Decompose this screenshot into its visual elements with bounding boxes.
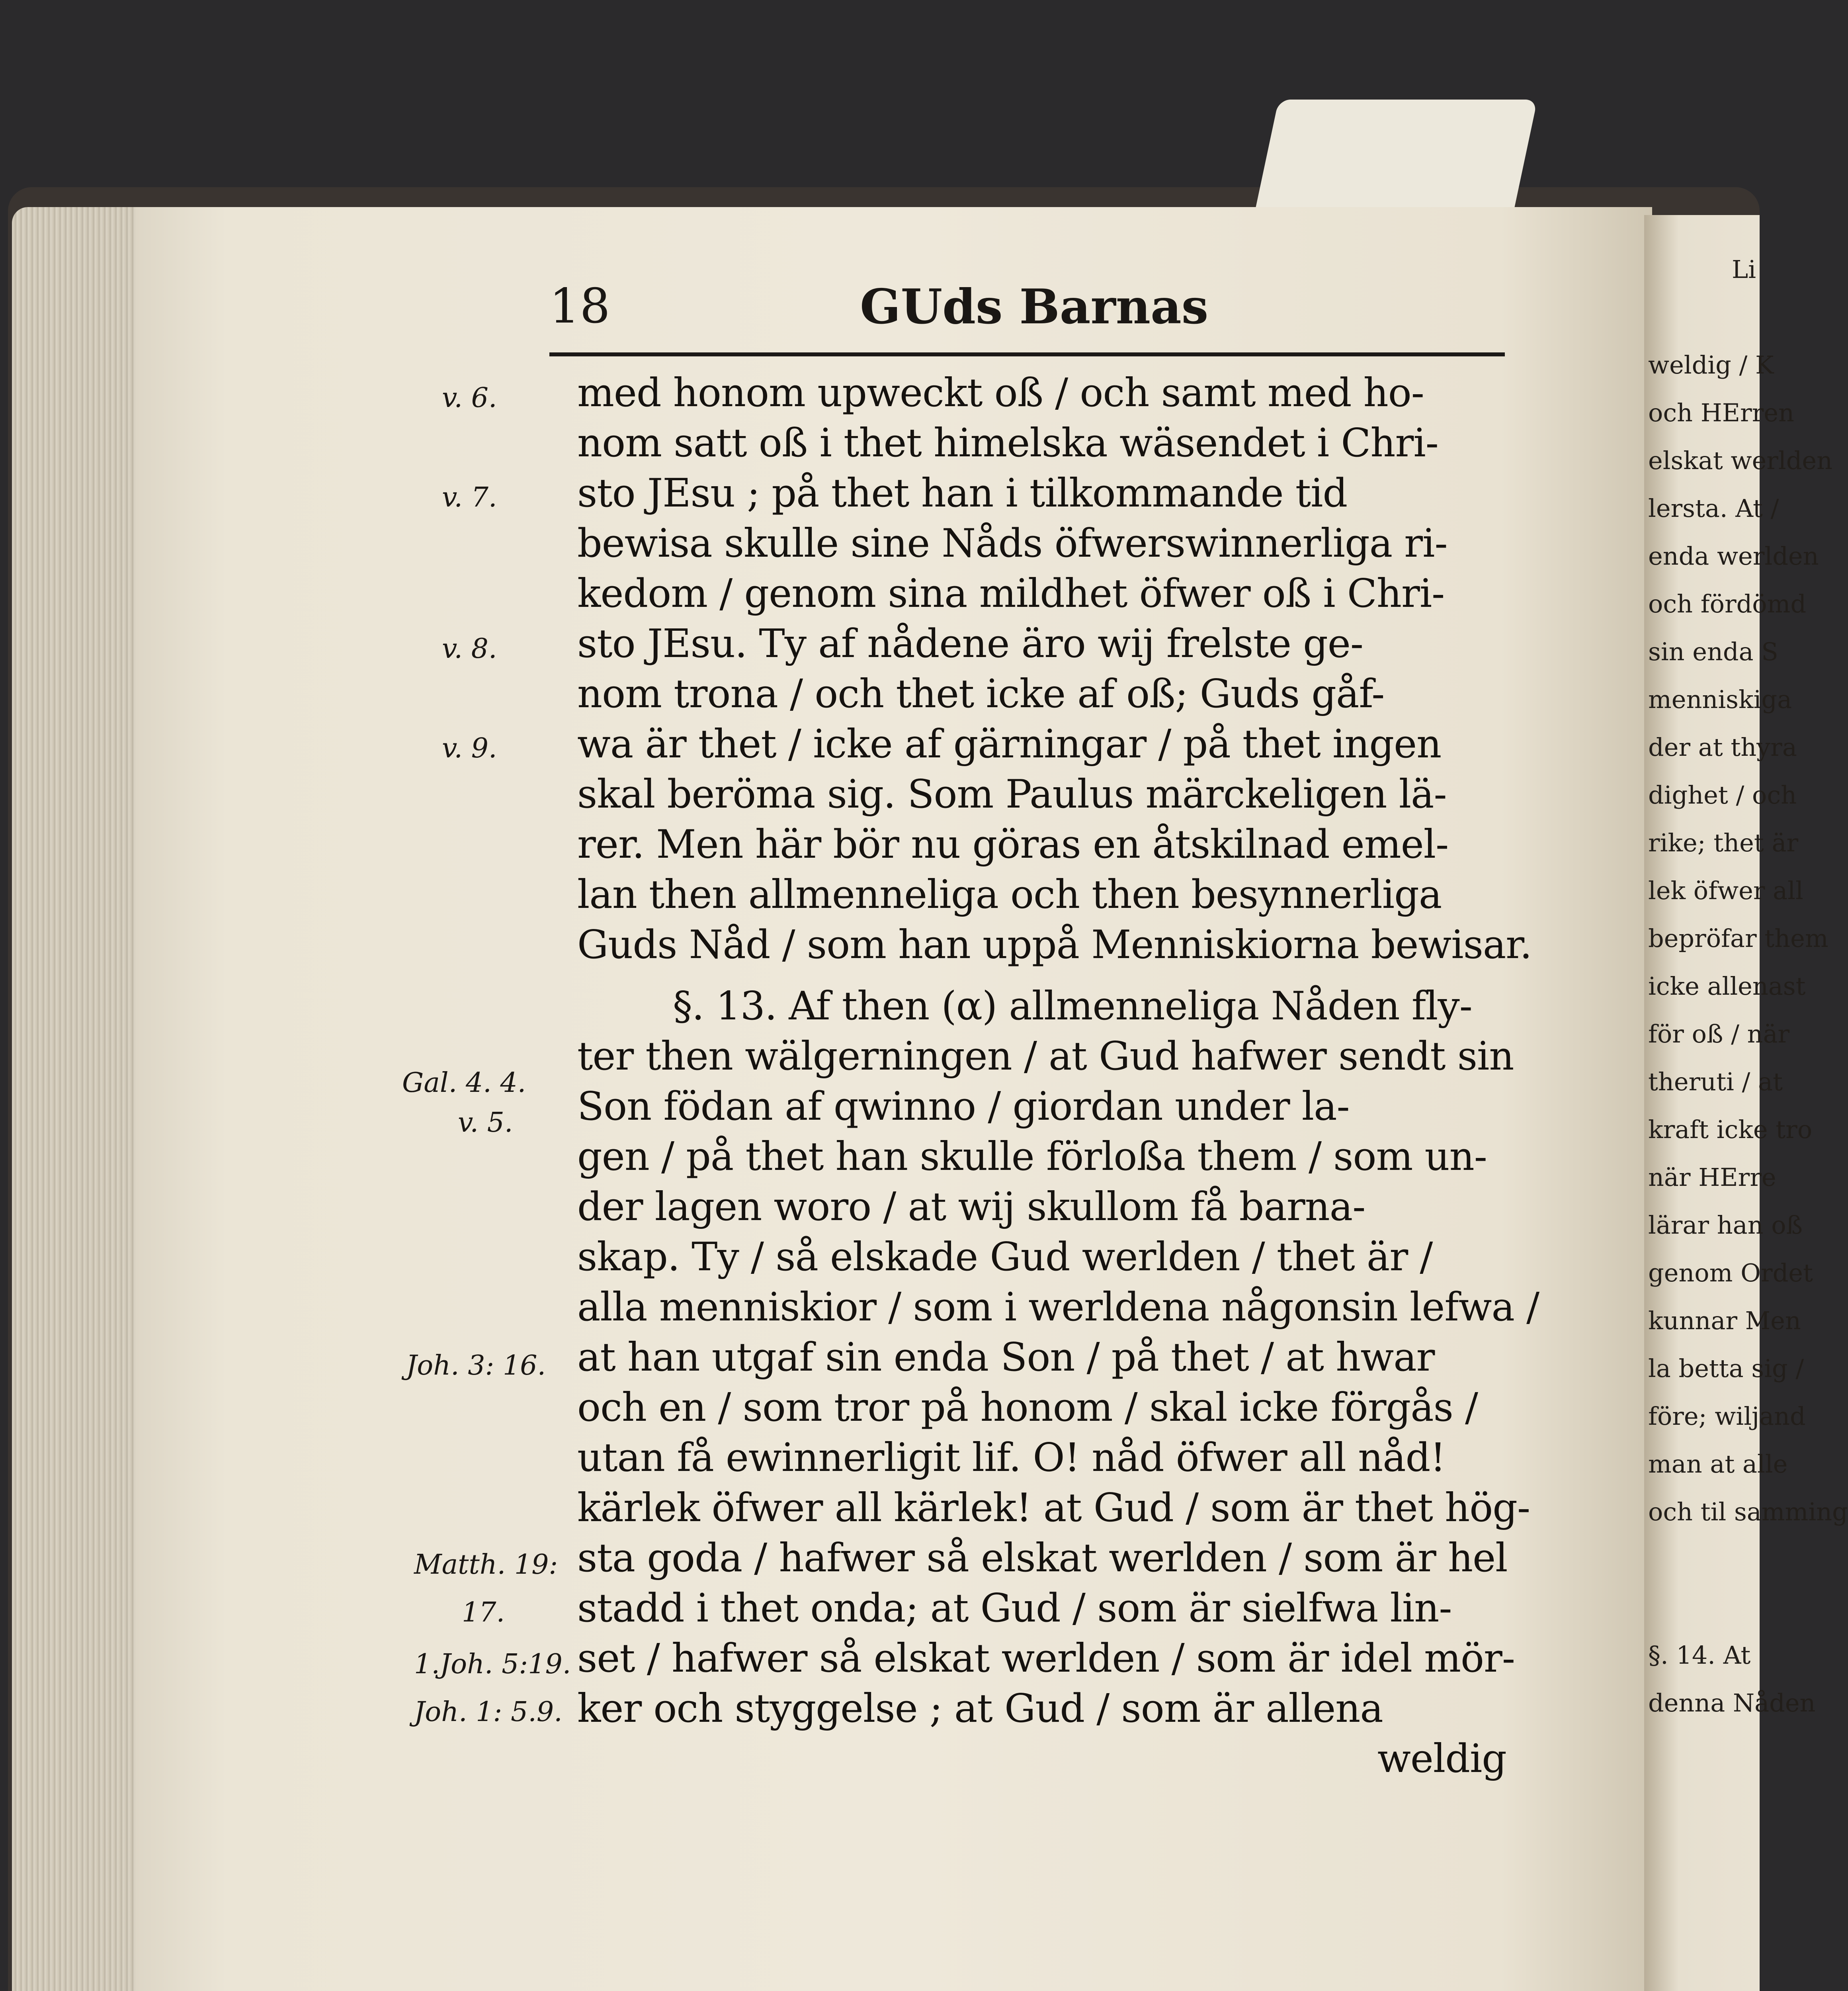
margin-note: v. 9. [442, 733, 497, 764]
text-line: Guds Nåd / som han uppå Menniskiorna bewisar. [577, 922, 1532, 968]
facing-line: la betta sig / [1648, 1354, 1804, 1383]
paragraph-start: §. 13. Af then (α) allmenneliga Nåden fly- [673, 984, 1472, 1029]
text-line: skap. Ty / så elskade Gud werlden / thet är / [577, 1234, 1433, 1280]
catchword: weldig [1377, 1736, 1507, 1782]
facing-page [1644, 215, 1760, 1991]
running-title: GUds Barnas [860, 279, 1209, 335]
text-line: at han utgaf sin enda Son / på thet / at hwar [577, 1335, 1435, 1380]
facing-line: lersta. At / [1648, 494, 1779, 523]
facing-line: före; wiljand [1648, 1402, 1806, 1431]
text-line: sto JEsu. Ty af nådene äro wij frelste ge- [577, 621, 1363, 667]
facing-line: kunnar Men [1648, 1306, 1801, 1335]
facing-line: Li [1732, 255, 1756, 284]
margin-note: 17. [462, 1597, 505, 1628]
facing-line: och fördömd [1648, 589, 1807, 618]
facing-line: rike; thet är [1648, 828, 1799, 857]
facing-line: dighet / och [1648, 780, 1797, 810]
text-line: skal beröma sig. Som Paulus märckeligen lä- [577, 772, 1447, 817]
margin-note: v. 8. [442, 633, 497, 665]
text-line: sto JEsu ; på thet han i tilkommande tid [577, 471, 1348, 516]
facing-line: och til samming [1648, 1497, 1848, 1526]
text-line: lan then allmenneliga och then besynnerliga [577, 872, 1442, 917]
facing-line: denna Nåden [1648, 1688, 1816, 1717]
text-line: rer. Men här bör nu göras en åtskilnad emel- [577, 822, 1449, 867]
paper-tab [1253, 100, 1537, 219]
text-line: alla menniskior / som i werldena någonsin lefwa / [577, 1285, 1539, 1330]
margin-note: v. 5. [458, 1107, 513, 1138]
text-line: set / hafwer så elskat werlden / som är idel mör- [577, 1636, 1515, 1681]
text-line: med honom upweckt oß / och samt med ho- [577, 370, 1424, 416]
facing-line: när HErre [1648, 1163, 1776, 1192]
text-line: ker och styggelse ; at Gud / som är allena [577, 1686, 1383, 1731]
margin-note: v. 6. [442, 382, 497, 414]
text-line: nom satt oß i thet himelska wäsendet i Chri- [577, 420, 1438, 466]
text-line: nom trona / och thet icke af oß; Guds gåf- [577, 671, 1385, 717]
margin-note: Joh. 3: 16. [406, 1350, 546, 1381]
page-header [549, 279, 1525, 346]
margin-note: 1.Joh. 5:19. [414, 1649, 571, 1680]
facing-line: kraft icke tro [1648, 1115, 1813, 1144]
text-line: sta goda / hafwer så elskat werlden / som är hel [577, 1535, 1508, 1581]
facing-line: enda werlden [1648, 542, 1819, 571]
text-line: och en / som tror på honom / skal icke förgås / [577, 1385, 1478, 1430]
facing-line: genom Ordet [1648, 1258, 1813, 1287]
facing-line: elskat werlden [1648, 446, 1833, 475]
facing-line: icke allenast [1648, 972, 1806, 1001]
text-line: gen / på thet han skulle förloßa them / som un- [577, 1134, 1487, 1179]
facing-line: och HErren [1648, 398, 1794, 427]
page-edges [12, 207, 147, 1991]
text-line: kärlek öfwer all kärlek! at Gud / som är thet hög- [577, 1485, 1530, 1531]
facing-line: lärar han oß [1648, 1211, 1803, 1240]
text-line: der lagen woro / at wij skullom få barna- [577, 1184, 1365, 1230]
facing-line: theruti / at [1648, 1067, 1783, 1096]
facing-line: bepröfar them [1648, 924, 1828, 953]
header-rule [549, 352, 1505, 356]
facing-line: der at thyra [1648, 733, 1797, 762]
facing-line: lek öfwer all [1648, 876, 1803, 905]
text-line: bewisa skulle sine Nåds öfwerswinnerliga ri- [577, 521, 1448, 566]
text-line: utan få ewinnerligit lif. O! nåd öfwer all nåd! [577, 1435, 1446, 1481]
text-line: ter then wälgerningen / at Gud hafwer sendt sin [577, 1034, 1514, 1079]
facing-line: man at alle [1648, 1449, 1788, 1479]
page-number: 18 [549, 279, 610, 334]
text-line: kedom / genom sina mildhet öfwer oß i Chri- [577, 571, 1445, 616]
facing-line: weldig / K [1648, 350, 1774, 379]
margin-note: Gal. 4. 4. [402, 1067, 526, 1099]
margin-note: Joh. 1: 5.9. [414, 1696, 563, 1728]
facing-line: sin enda S [1648, 637, 1778, 666]
margin-note: v. 7. [442, 482, 497, 513]
facing-line: §. 14. At [1648, 1641, 1751, 1670]
text-line: wa är thet / icke af gärningar / på thet ingen [577, 722, 1442, 767]
facing-line: menniskiga [1648, 685, 1792, 714]
text-line: stadd i thet onda; at Gud / som är sielfwa lin- [577, 1586, 1452, 1631]
margin-note: Matth. 19: [414, 1549, 558, 1580]
facing-line: för oß / när [1648, 1019, 1790, 1048]
text-line: Son födan af qwinno / giordan under la- [577, 1084, 1350, 1129]
